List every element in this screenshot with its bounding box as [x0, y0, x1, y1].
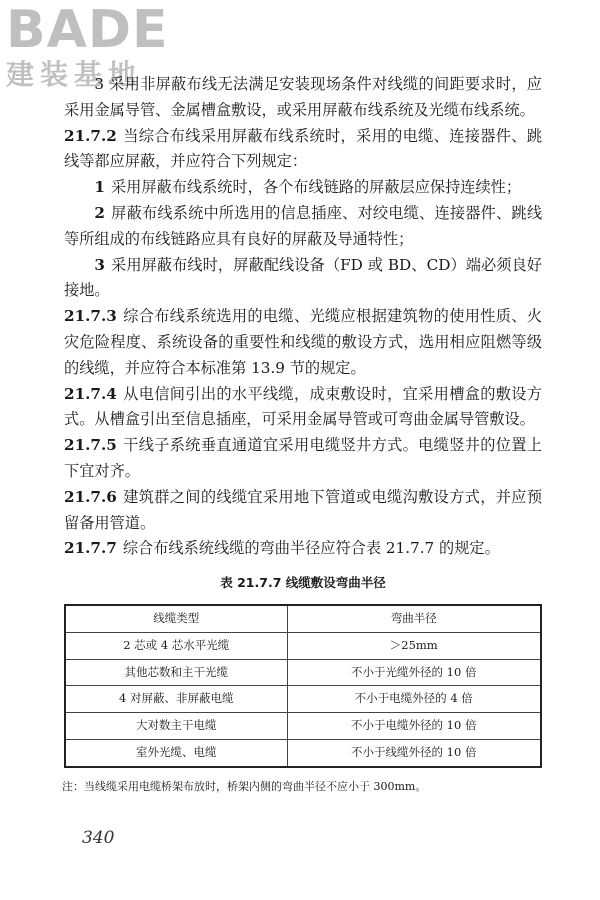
- clause-21-7-2-item-1: 1 采用屏蔽布线系统时，各个布线链路的屏蔽层应保持连续性；: [94, 178, 522, 197]
- clause-21-7-2-item-3: 3 采用屏蔽布线时，屏蔽配线设备（FD 或 BD、CD）端必须良好接地。: [64, 255, 542, 300]
- table-row: [65, 659, 541, 686]
- cell-cable-type: 2 芯或 4 芯水平光缆: [65, 632, 287, 659]
- cell-bend-radius: 不小于光缆外径的 10 倍: [287, 659, 541, 686]
- table-row: [65, 713, 541, 740]
- clause-21-7-5: 21.7.5 干线子系统垂直通道宜采用电缆竖井方式。电缆竖井的位置上下宜对齐。: [64, 436, 542, 480]
- logo-subtitle: 建装基地: [6, 58, 143, 91]
- table-row: [65, 739, 541, 766]
- paragraph-item-3: 3 采用非屏蔽布线无法满足安装现场条件对线缆的间距要求时，应采用金属导管、金属槽盒敷设，或采用屏蔽布线系统及光缆布线系统。: [64, 75, 542, 119]
- cell-bend-radius: 不小于电缆外径的 4 倍: [287, 686, 541, 713]
- bend-radius-table: [64, 604, 542, 768]
- clause-21-7-7: 21.7.7 综合布线系统线缆的弯曲半径应符合表 21.7.7 的规定。: [64, 539, 500, 558]
- table-note: 注：当线缆采用电缆桥架布放时，桥架内侧的弯曲半径不应小于 300mm。: [62, 779, 427, 793]
- clause-21-7-2: 21.7.2 当综合布线采用屏蔽布线系统时，采用的电缆、连接器件、跳线等都应屏蔽，并应符合下列规定：: [64, 126, 542, 171]
- header-bend-radius: 弯曲半径: [287, 605, 541, 632]
- cell-cable-type: 室外光缆、电缆: [65, 739, 287, 766]
- table-header-row: [65, 605, 541, 632]
- table-row: [65, 632, 541, 659]
- clause-21-7-2-item-2: 2 屏蔽布线系统中所选用的信息插座、对绞电缆、连接器件、跳线等所组成的布线链路应具有良好的屏蔽及导通特性；: [64, 203, 542, 248]
- table-caption: 表 21.7.7 线缆敷设弯曲半径: [220, 575, 386, 591]
- cell-bend-radius: 不小于电缆外径的 10 倍: [287, 713, 541, 740]
- header-cable-type: 线缆类型: [65, 605, 287, 632]
- table-row: [65, 686, 541, 713]
- clause-21-7-4: 21.7.4 从电信间引出的水平线缆，成束敷设时，宜采用槽盒的敷设方式。从槽盒引出至信息插座，可采用金属导管或可弯曲金属导管敷设。: [64, 384, 542, 429]
- clause-21-7-3: 21.7.3 综合布线系统选用的电缆、光缆应根据建筑物的使用性质、火灾危险程度、系统设备的重要性和线缆的敷设方式，选用相应阻燃等级的线缆，并应符合本标准第 13.9 节的规定。: [64, 307, 542, 377]
- page-number: 340: [82, 828, 115, 848]
- page-content: [64, 72, 542, 796]
- cell-cable-type: 4 对屏蔽、非屏蔽电缆: [65, 686, 287, 713]
- cell-bend-radius: 不小于线缆外径的 10 倍: [287, 739, 541, 766]
- cell-cable-type: 大对数主干电缆: [65, 713, 287, 740]
- logo-word: BADE: [6, 0, 169, 60]
- cell-bend-radius: ＞25mm: [287, 632, 541, 659]
- cell-cable-type: 其他芯数和主干光缆: [65, 659, 287, 686]
- clause-21-7-6: 21.7.6 建筑群之间的线缆宜采用地下管道或电缆沟敷设方式，并应预留备用管道。: [64, 487, 542, 532]
